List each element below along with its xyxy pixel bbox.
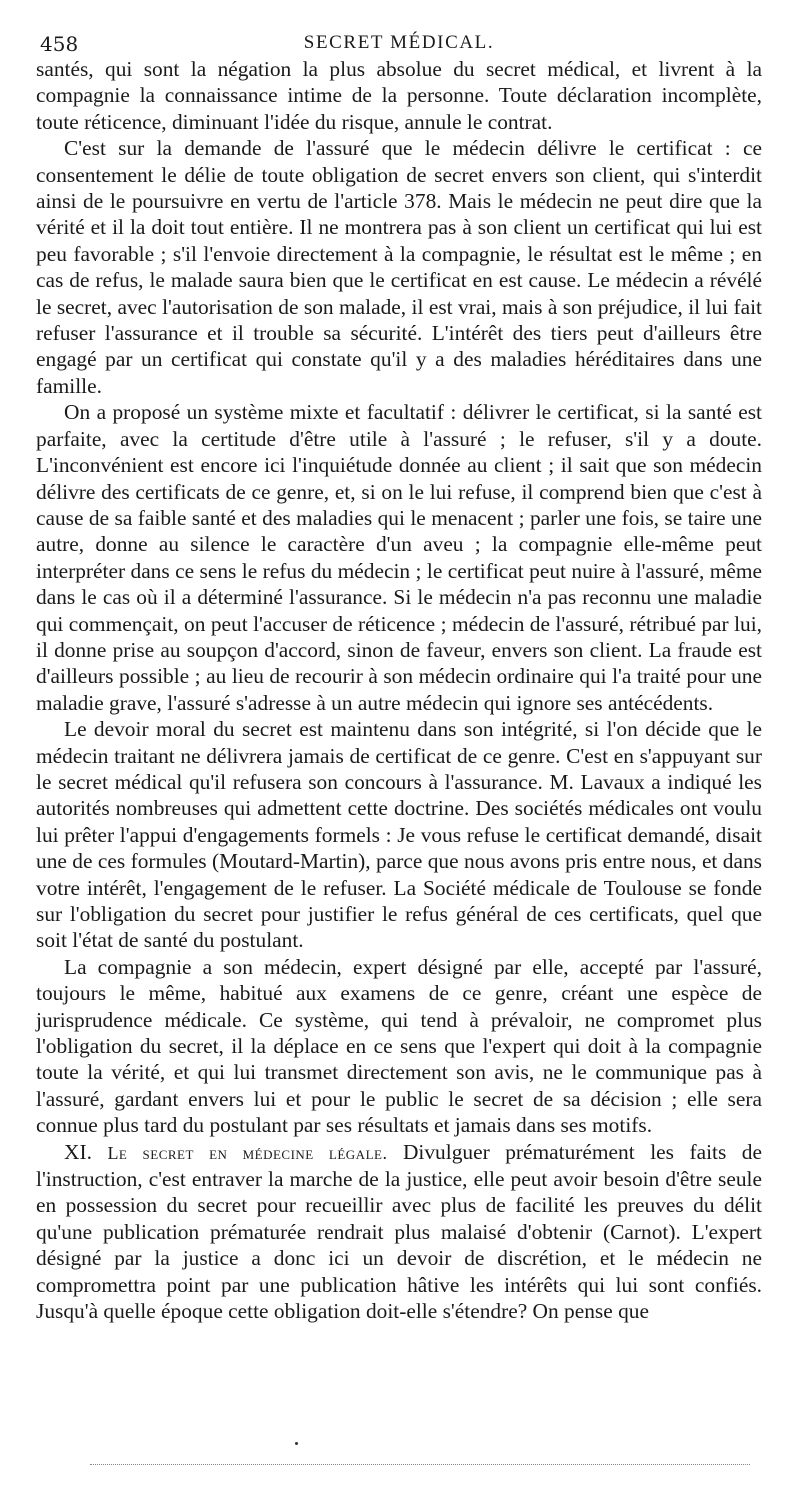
page-header — [36, 28, 762, 56]
ink-dot — [295, 1442, 298, 1445]
paragraph-2: C'est sur la demande de l'assuré que le médecin délivre le certificat : ce consentement le délie de toute obligation de secret envers son client, qui s'interdit ainsi de le poursuivre en vertu de l'article 378. Mais le médecin ne peut dire que la vérité et il la doit tout entière. Il ne montrera pas à son client un certificat qui lui est peu favorable ; s'il l'envoie directement à la compagnie, le résultat est le même ; en cas de refus, le malade saura bien que le certificat en est cause. Le médecin a révélé le secret, avec l'autorisation de son malade, il est vrai, mais à son préjudice, il lui fait refuser l'assurance et il trouble sa sécurité. L'intérêt des tiers peut d'ailleurs être engagé par un certificat qui constate qu'il y a des maladies héréditaires dans une famille. — [36, 136, 762, 398]
book-page — [36, 28, 762, 1325]
footer-rule — [90, 1464, 750, 1465]
paragraph-1: santés, qui sont la négation la plus absolue du secret médical, et livrent à la compagnie la connaissance intime de la personne. Toute déclaration incomplète, toute réticence, diminuant l'idée du risque, annule le contrat. — [36, 57, 762, 134]
page-number: 458 — [40, 32, 79, 56]
paragraph-5: La compagnie a son médecin, expert désigné par elle, accepté par l'assuré, toujours le même, habitué aux examens de ce genre, créant une espèce de jurisprudence médicale. Ce système, qui tend à prévaloir, ne compromet plus l'obligation du secret, il la déplace en ce sens que l'expert qui doit à la compagnie toute la vérité, et qui lui transmet directement son avis, ne le communique pas à l'assuré, gardant envers lui et pour le public le secret de sa décision ; elle sera connue plus tard du postulant par ses résultats et jamais dans ses motifs. — [36, 954, 762, 1138]
page-body — [36, 56, 762, 1325]
section-heading: Le secret en médecine légale. — [107, 1142, 388, 1163]
section-text: Divulguer prématurément les faits de l'instruction, c'est entraver la marche de la justice, elle peut avoir besoin d'être seule en possession du secret pour recueillir avec plus de facilité les preuves du délit qu'une publication prématurée rendrait plus malaisé d'obtenir (Carnot). L'expert désigné par la justice a donc ici un devoir de discrétion, et le médecin ne compromettra point par une publication hâtive les intérêts qui lui sont confiés. Jusqu'à quelle époque cette obligation doit-elle s'étendre? On pense que — [36, 1139, 762, 1324]
paragraph-3: On a proposé un système mixte et facultatif : délivrer le certificat, si la santé est parfaite, avec la certitude d'être utile à l'assuré ; le refuser, s'il y a doute. L'inconvénient est encore ici l'inquiétude donnée au client ; il sait que son médecin délivre des certificats de ce genre, et, si on le lui refuse, il comprend bien que c'est à cause de sa faible santé et des maladies qui le menacent ; parler une fois, se taire une autre, donne au silence le caractère d'un aveu ; la compagnie elle-même peut interpréter dans ce sens le refus du médecin ; le certificat peut nuire à l'assuré, même dans le cas où il a déterminé l'assurance. Si le médecin n'a pas reconnu une maladie qui commençait, on peut l'accuser de réticence ; médecin de l'assuré, rétribué par lui, il donne prise au soupçon d'accord, sinon de faveur, envers son client. La fraude est d'ailleurs possible ; au lieu de recourir à son médecin ordinaire qui l'a traité pour une maladie grave, l'assuré s'adresse à un autre médecin qui ignore ses antécédents. — [36, 400, 762, 715]
section-xi — [36, 1139, 762, 1325]
section-number: XI. — [64, 1139, 92, 1164]
running-title: SECRET MÉDICAL. — [303, 32, 495, 53]
paragraph-4: Le devoir moral du secret est maintenu dans son intégrité, si l'on décide que le médecin traitant ne délivrera jamais de certificat de ce genre. C'est en s'appuyant sur le secret médical qu'il refusera son concours à l'assurance. M. Lavaux a indiqué les autorités nombreuses qui admettent cette doctrine. Des sociétés médicales ont voulu lui prêter l'appui d'engagements formels : Je vous refuse le certificat demandé, disait une de ces formules (Moutard-Martin), parce que nous avons pris entre nous, et dans votre intérêt, l'engagement de le refuser. La Société médicale de Toulouse se fonde sur l'obligation du secret pour justifier le refus général de ces certificats, quel que soit l'état de santé du postulant. — [36, 717, 762, 953]
